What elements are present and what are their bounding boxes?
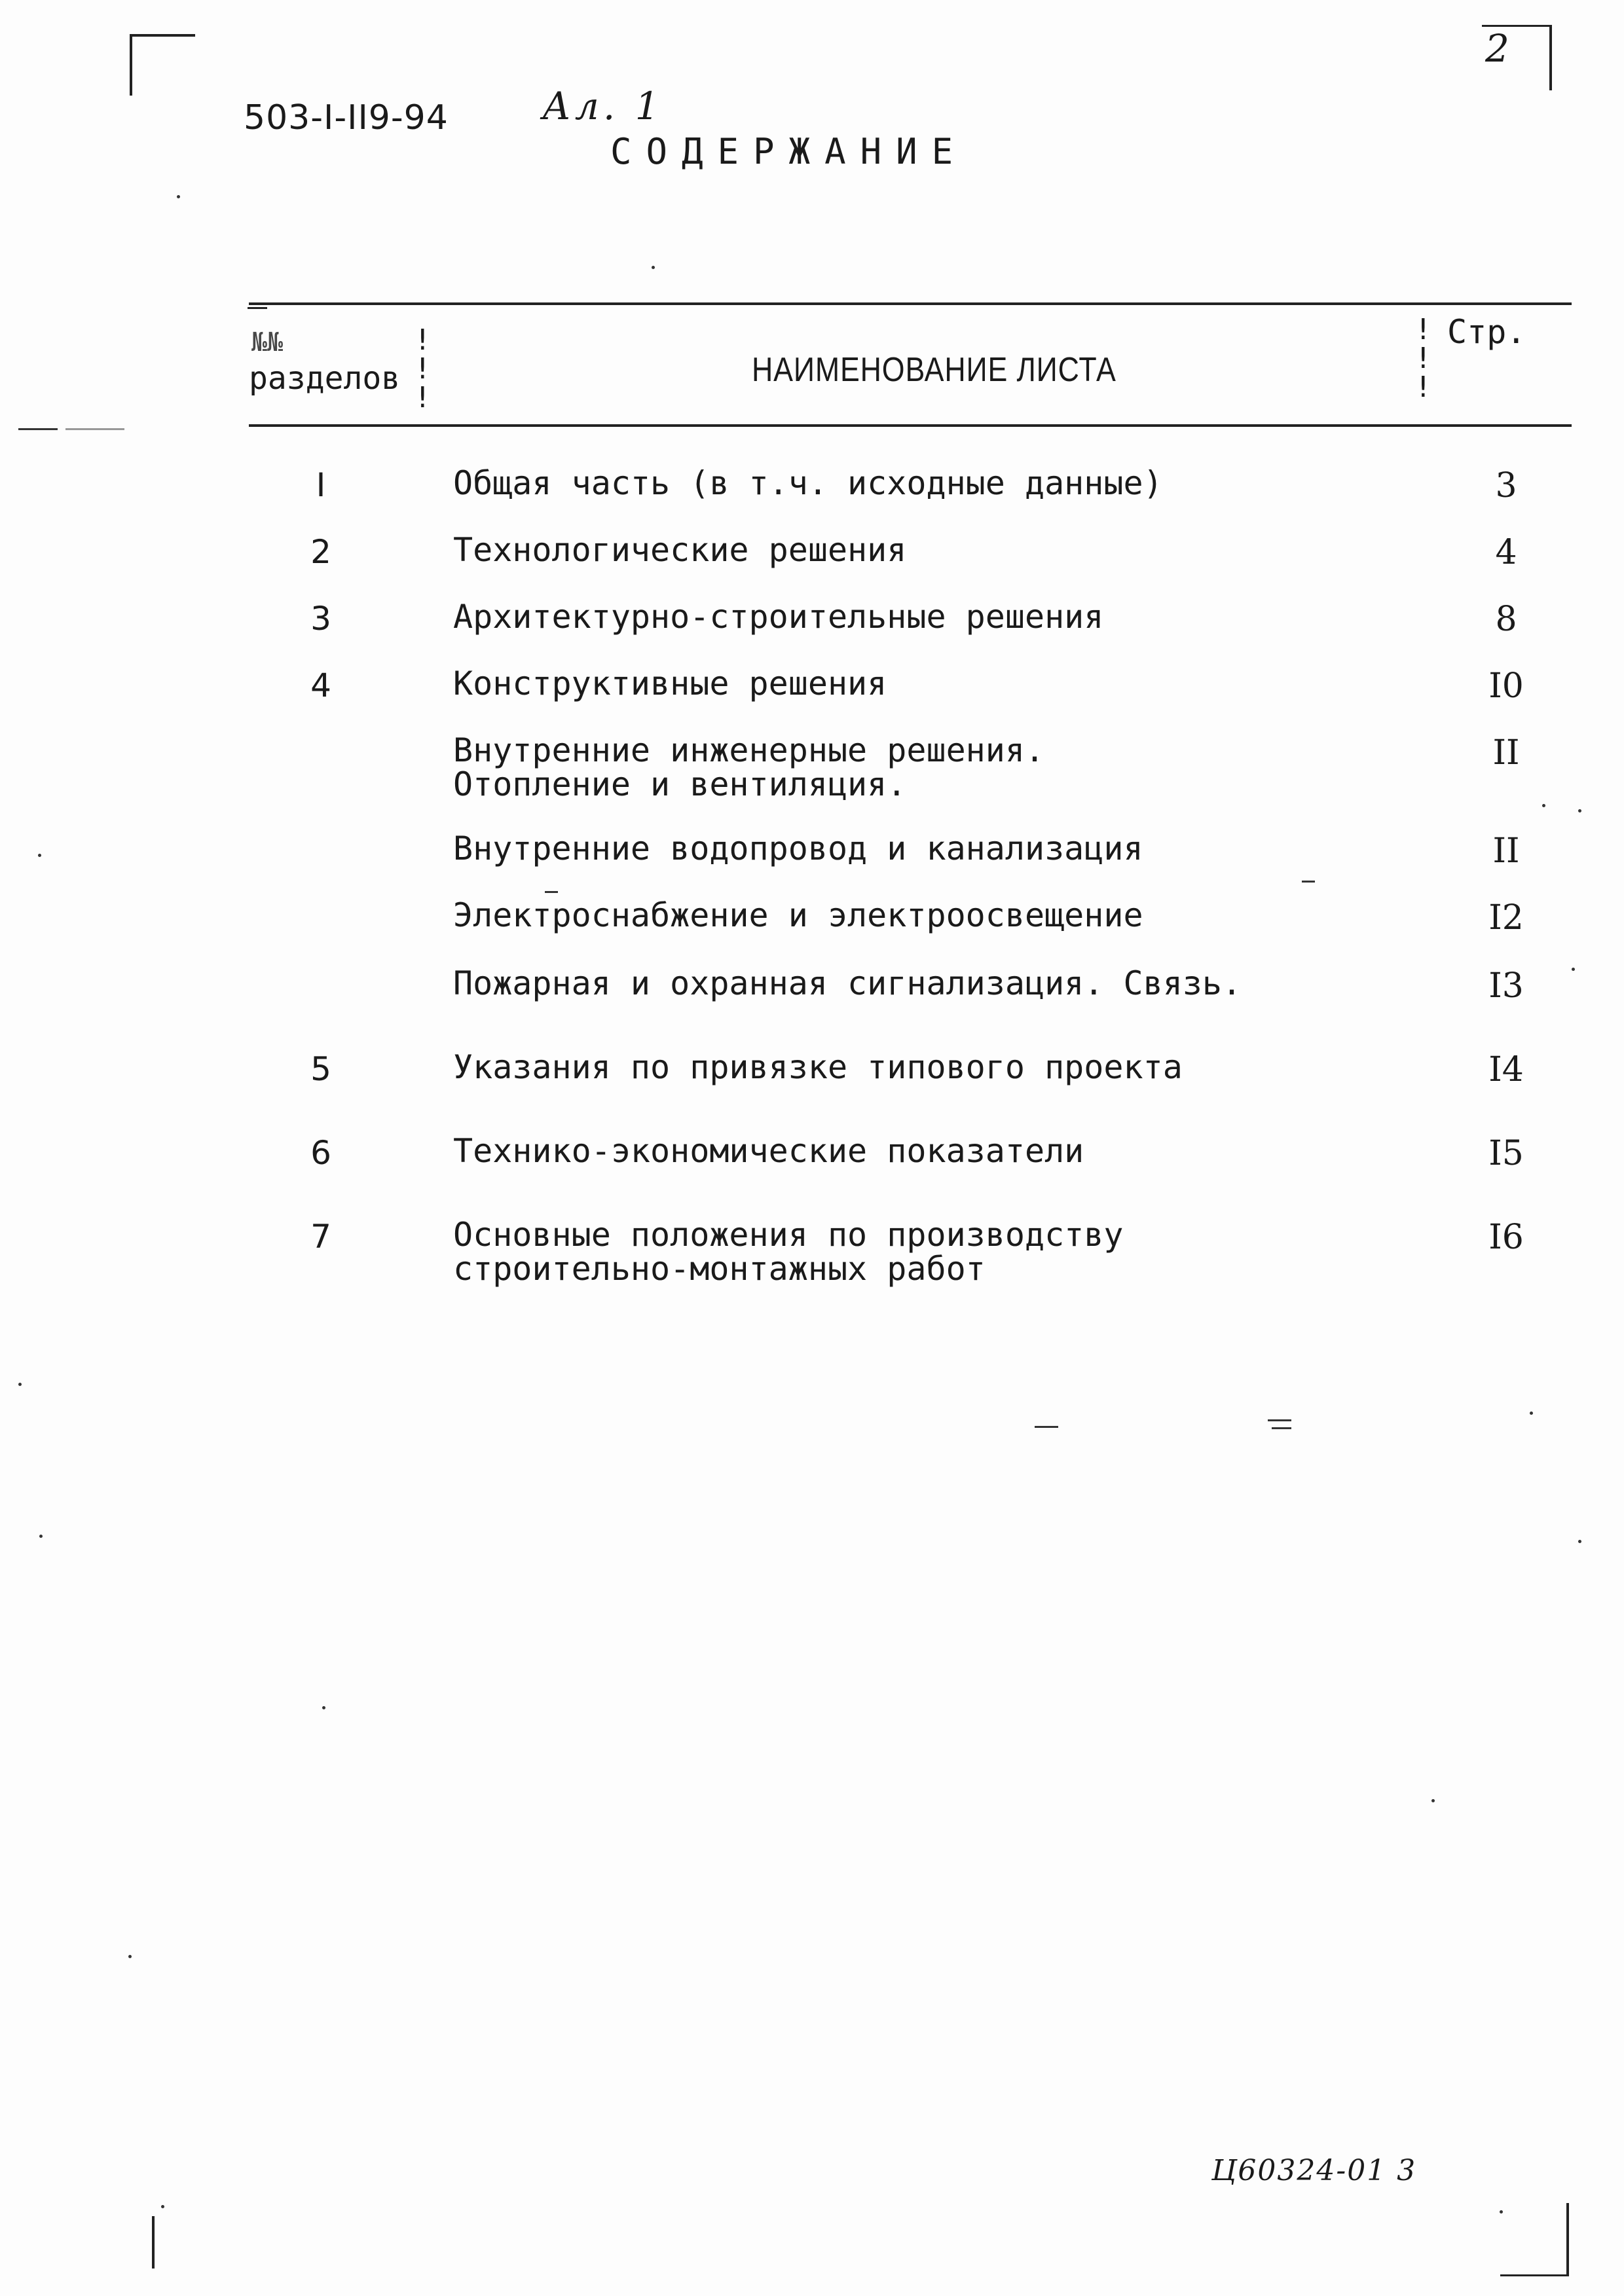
scan-speck: [322, 1706, 325, 1709]
scan-speck: [177, 195, 180, 198]
section-title: Общая часть (в т.ч. исходные данные): [453, 464, 1163, 502]
section-title: Технологические решения: [453, 531, 907, 569]
section-page: I4: [1488, 1050, 1524, 1089]
section-page: II: [1492, 831, 1520, 871]
column-separator: ! ! !: [1414, 313, 1432, 404]
page-title: СОДЕРЖАНИЕ: [610, 131, 968, 172]
section-number: I: [316, 466, 326, 504]
section-number: 5: [310, 1050, 331, 1088]
section-title: Архитектурно-строительные решения: [453, 598, 1104, 636]
column-header-number: разделов: [249, 360, 401, 397]
table-top-rule-tick: [248, 307, 267, 309]
table-header-rule: [249, 424, 1572, 427]
section-page: 4: [1495, 533, 1517, 572]
section-title: Указания по привязке типового проекта: [453, 1048, 1183, 1086]
section-page: I2: [1488, 898, 1524, 938]
document-code: 503-I-II9-94: [244, 98, 449, 137]
section-number: 4: [310, 666, 331, 704]
corner-mark-top-left: [130, 34, 195, 96]
section-title: Основные положения по производству строительно-монтажных работ: [453, 1216, 1124, 1288]
scan-speck: [1530, 1412, 1533, 1415]
section-page: I0: [1488, 666, 1524, 706]
scan-speck: [1572, 968, 1575, 971]
scan-mark: [1272, 1427, 1291, 1429]
section-number: 6: [310, 1134, 331, 1172]
scan-mark: [1302, 881, 1315, 883]
scan-speck: [38, 854, 41, 857]
archive-stamp: Ц60324-01 3: [1211, 2154, 1417, 2187]
column-header-name: НАИМЕНОВАНИЕ ЛИСТА: [752, 351, 1116, 389]
section-title: Конструктивные решения: [453, 665, 887, 702]
section-number: 7: [310, 1218, 331, 1256]
column-header-number-symbol: №№: [251, 327, 284, 357]
scan-speck: [1542, 804, 1545, 807]
scan-speck: [1500, 2210, 1503, 2214]
section-number: 3: [310, 600, 331, 638]
section-title: Внутренние инженерные решения. Отопление и вентиляция.: [453, 731, 1045, 803]
table-top-rule: [249, 302, 1572, 305]
section-title: Внутренние водопровод и канализация: [453, 829, 1143, 867]
section-page: II: [1492, 733, 1520, 773]
sheet-number: 2: [1485, 26, 1509, 71]
album-mark: Ал. 1: [542, 84, 663, 128]
column-separator: ! ! !: [414, 323, 432, 414]
scan-speck: [161, 2205, 164, 2208]
section-page: 3: [1495, 466, 1517, 505]
section-title: Технико-экономические показатели: [453, 1132, 1084, 1170]
scan-speck: [128, 1955, 132, 1958]
section-number: 2: [310, 533, 331, 571]
section-page: 8: [1495, 600, 1517, 639]
scan-mark: [65, 428, 124, 430]
scan-mark: [1268, 1419, 1291, 1421]
scan-mark: [1035, 1426, 1058, 1428]
section-page: I3: [1488, 966, 1524, 1006]
scan-speck: [39, 1535, 43, 1538]
section-title: Электроснабжение и электроосвещение: [453, 896, 1143, 934]
corner-mark-bottom-left: [152, 2216, 155, 2269]
section-title: Пожарная и охранная сигнализация. Связь.: [453, 964, 1242, 1002]
corner-mark-bottom-right-bar: [1500, 2274, 1569, 2276]
section-page: I6: [1488, 1218, 1524, 1257]
corner-mark-bottom-right: [1566, 2203, 1569, 2275]
column-header-page: Стр.: [1447, 313, 1526, 351]
scan-mark: [545, 891, 558, 893]
scan-speck: [18, 1383, 22, 1386]
section-page: I5: [1488, 1134, 1524, 1173]
scan-speck: [1431, 1799, 1435, 1802]
scan-mark: [18, 428, 58, 430]
corner-mark-top-right: [1549, 25, 1552, 90]
scan-speck: [1578, 1540, 1581, 1543]
scan-speck: [652, 266, 655, 269]
scan-speck: [1578, 809, 1581, 812]
